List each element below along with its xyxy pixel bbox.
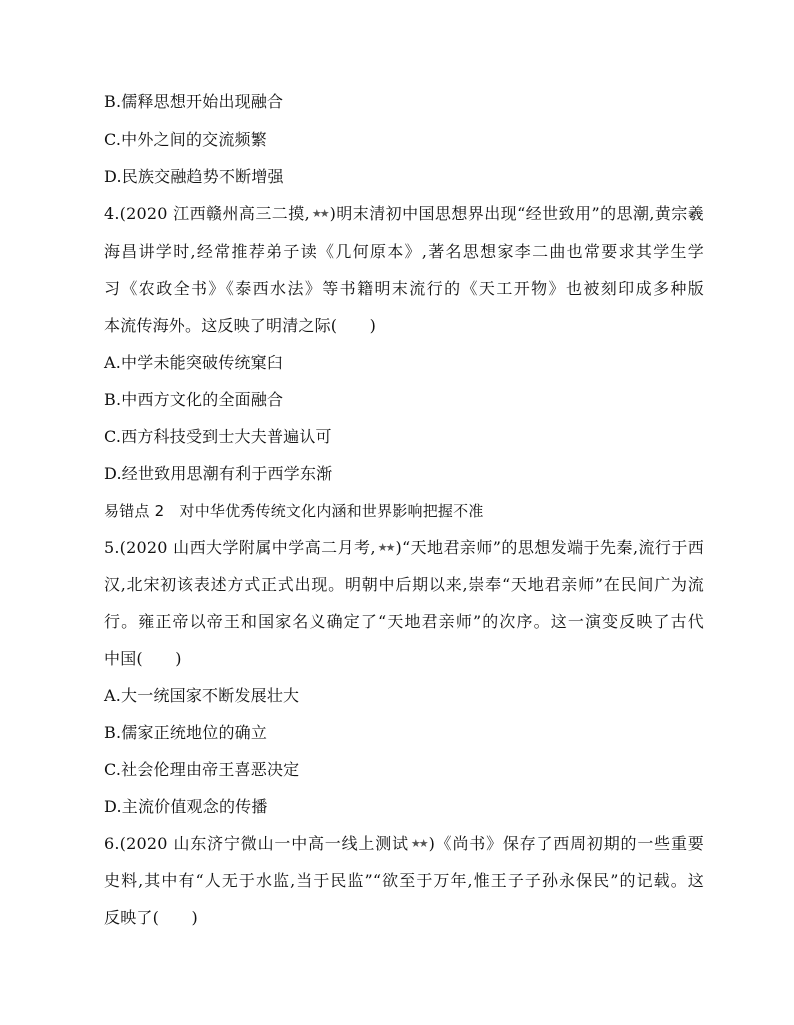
q5-option-c: C.社会伦理由帝王喜恶决定 — [104, 760, 300, 779]
difficulty-star-icon: ★★ — [377, 541, 394, 554]
q3-option-d: D.民族交融趋势不断增强 — [104, 167, 284, 186]
q5-line-3: 行。雍正帝以帝王和国家名义确定了“天地君亲师”的次序。这一演变反映了古代 — [104, 612, 704, 631]
difficulty-star-icon: ★★ — [410, 837, 427, 850]
q4-line-4: 本流传海外。这反映了明清之际( ) — [104, 316, 377, 335]
q6-line-1 — [104, 834, 704, 854]
q4-line-3: 习《农政全书》《泰西水法》等书籍明末流行的《天工开物》也被刻印成多种版 — [104, 279, 704, 298]
q5-stem-start: )“天地君亲师”的思想发端于先秦,流行于西 — [395, 538, 704, 557]
q4-option-a: A.中学未能突破传统窠臼 — [104, 353, 284, 372]
q6-stem-start: )《尚书》保存了西周初期的一些重要 — [428, 834, 704, 853]
q4-option-d: D.经世致用思潮有利于西学东渐 — [104, 464, 333, 483]
q5-line-1 — [104, 538, 704, 558]
q4-stem-start: )明末清初中国思想界出现“经世致用”的思潮,黄宗羲 — [329, 204, 704, 223]
q3-option-c: C.中外之间的交流频繁 — [104, 130, 267, 149]
q5-line-4: 中国( ) — [104, 649, 182, 668]
q3-option-b: B.儒释思想开始出现融合 — [104, 92, 284, 111]
q5-option-d: D.主流价值观念的传播 — [104, 797, 268, 816]
q5-option-a: A.大一统国家不断发展壮大 — [104, 686, 300, 705]
q6-line-2: 史料,其中有“人无于水监,当于民监”“欲至于万年,惟王子子孙永保民”的记载。这 — [104, 871, 704, 890]
q5-source: 5.(2020 山西大学附属中学高二月考, — [104, 538, 376, 557]
section-heading: 易错点 2 对中华优秀传统文化内涵和世界影响把握不准 — [104, 502, 484, 520]
q6-line-3: 反映了( ) — [104, 908, 198, 927]
q5-line-2: 汉,北宋初该表述方式正式出现。明朝中后期以来,崇奉“天地君亲师”在民间广为流 — [104, 575, 704, 594]
q4-line-2: 海昌讲学时,经常推荐弟子读《几何原本》,著名思想家李二曲也常要求其学生学 — [104, 242, 704, 261]
difficulty-star-icon: ★★ — [311, 207, 328, 220]
q6-source: 6.(2020 山东济宁微山一中高一线上测试 — [104, 834, 409, 853]
q4-line-1 — [104, 204, 704, 224]
q4-source: 4.(2020 江西赣州高三二摸, — [104, 204, 310, 223]
q5-option-b: B.儒家正统地位的确立 — [104, 723, 268, 742]
q4-option-c: C.西方科技受到士大夫普遍认可 — [104, 427, 332, 446]
q4-option-b: B.中西方文化的全面融合 — [104, 390, 284, 409]
